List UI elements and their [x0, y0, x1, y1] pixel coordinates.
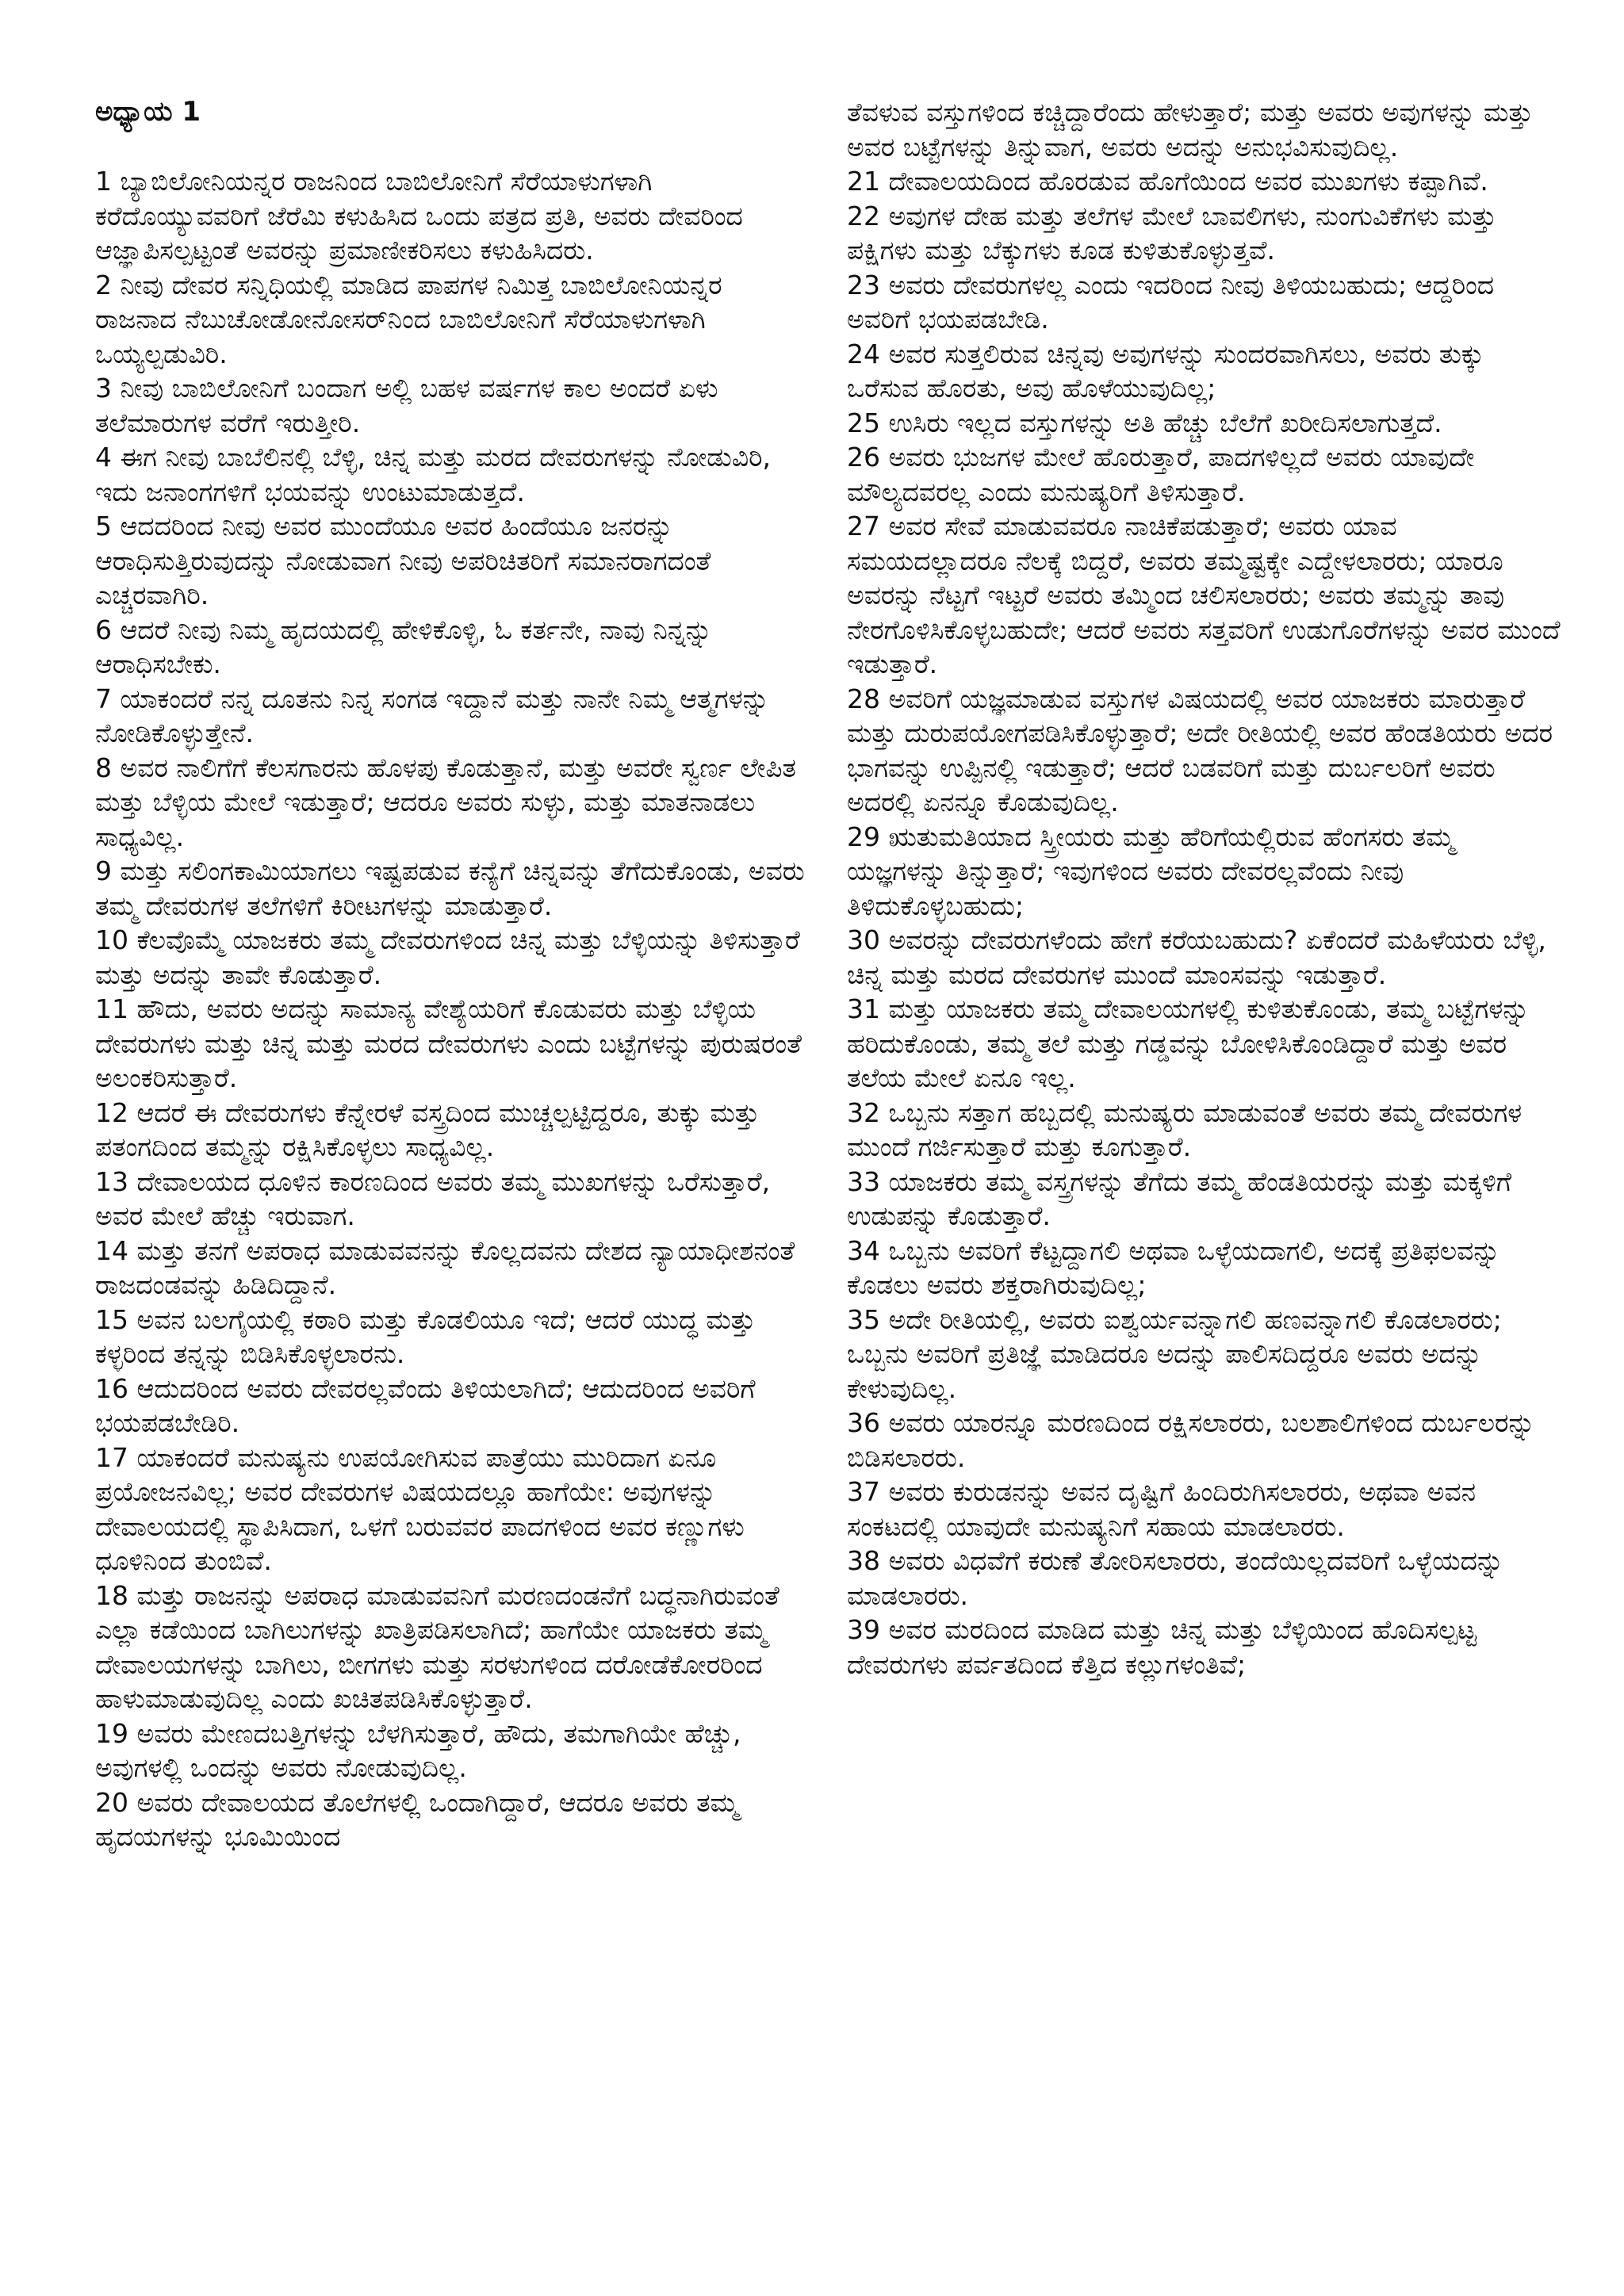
verse-paragraph: 15 ಅವನ ಬಲಗೈಯಲ್ಲಿ ಕಠಾರಿ ಮತ್ತು ಕೊಡಲಿಯೂ ಇದೆ; ಆದರೆ ಯುದ್ಧ ಮತ್ತು ಕಳ್ಳರಿಂದ ತನ್ನನ್ನು ಬಿಡಿಸಿಕೊಳ್ಳಲಾರನು.: [95, 1303, 756, 1369]
left-verse-list: [95, 164, 809, 1854]
verse-paragraph: 14 ಮತ್ತು ತನಗೆ ಅಪರಾಧ ಮಾಡುವವನನ್ನು ಕೊಲ್ಲದವನು ದೇಶದ ನ್ಯಾಯಾಧೀಶನಂತೆ ರಾಜದಂಡವನ್ನು ಹಿಡಿದಿದ್ದಾನೆ.: [95, 1234, 795, 1300]
verse-paragraph: 1 ಬ್ಯಾಬಿಲೋನಿಯನ್ನರ ರಾಜನಿಂದ ಬಾಬಿಲೋನಿಗೆ ಸೆರೆಯಾಳುಗಳಾಗಿ ಕರೆದೊಯ್ಯುವವರಿಗೆ ಜೆರೆಮಿ ಕಳುಹಿಸಿದ ಒಂದು ಪತ್ರದ ಪ್ರತಿ, ಅವರು ದೇವರಿಂದ ಆಜ್ಞಾಪಿಸಲ್ಪಟ್ಟಂತೆ ಅವರನ್ನು ಪ್ರಮಾಣೀಕರಿಸಲು ಕಳುಹಿಸಿದರು.: [95, 166, 743, 266]
verse-paragraph: 2 ನೀವು ದೇವರ ಸನ್ನಿಧಿಯಲ್ಲಿ ಮಾಡಿದ ಪಾಪಗಳ ನಿಮಿತ್ತ ಬಾಬಿಲೋನಿಯನ್ನರ ರಾಜನಾದ ನೆಬುಚೋಡೋನೋಸರ್‌ನಿಂದ ಬಾಬಿಲೋನಿಗೆ ಸೆರೆಯಾಳುಗಳಾಗಿ ಒಯ್ಯಲ್ಪಡುವಿರಿ.: [95, 269, 722, 369]
verse-paragraph: 30 ಅವರನ್ನು ದೇವರುಗಳೆಂದು ಹೇಗೆ ಕರೆಯಬಹುದು? ಏಕೆಂದರೆ ಮಹಿಳೆಯರು ಬೆಳ್ಳಿ, ಚಿನ್ನ ಮತ್ತು ಮರದ ದೇವರುಗಳ ಮುಂದೆ ಮಾಂಸವನ್ನು ಇಡುತ್ತಾರೆ.: [847, 924, 1546, 990]
verse-paragraph: 16 ಆದುದರಿಂದ ಅವರು ದೇವರಲ್ಲವೆಂದು ತಿಳಿಯಲಾಗಿದೆ; ಆದುದರಿಂದ ಅವರಿಗೆ ಭಯಪಡಬೇಡಿರಿ.: [95, 1372, 756, 1438]
verse-paragraph: 22 ಅವುಗಳ ದೇಹ ಮತ್ತು ತಲೆಗಳ ಮೇಲೆ ಬಾವಲಿಗಳು, ನುಂಗುವಿಕೆಗಳು ಮತ್ತು ಪಕ್ಷಿಗಳು ಮತ್ತು ಬೆಕ್ಕುಗಳು ಕೂಡ ಕುಳಿತುಕೊಳ್ಳುತ್ತವೆ.: [847, 200, 1497, 266]
verse-paragraph: 17 ಯಾಕಂದರೆ ಮನುಷ್ಯನು ಉಪಯೋಗಿಸುವ ಪಾತ್ರೆಯು ಮುರಿದಾಗ ಏನೂ ಪ್ರಯೋಜನವಿಲ್ಲ; ಅವರ ದೇವರುಗಳ ವಿಷಯದಲ್ಲೂ ಹಾಗೆಯೇ: ಅವುಗಳನ್ನು ದೇವಾಲಯದಲ್ಲಿ ಸ್ಥಾಪಿಸಿದಾಗ, ಒಳಗೆ ಬರುವವರ ಪಾದಗಳಿಂದ ಅವರ ಕಣ್ಣುಗಳು ಧೂಳಿನಿಂದ ತುಂಬಿವೆ.: [95, 1441, 745, 1576]
verse-paragraph: 27 ಅವರ ಸೇವೆ ಮಾಡುವವರೂ ನಾಚಿಕೆಪಡುತ್ತಾರೆ; ಅವರು ಯಾವ ಸಮಯದಲ್ಲಾದರೂ ನೆಲಕ್ಕೆ ಬಿದ್ದರೆ, ಅವರು ತಮ್ಮಷ್ಟಕ್ಕೇ ಎದ್ದೇಳಲಾರರು; ಯಾರೂ ಅವರನ್ನು ನೆಟ್ಟಗೆ ಇಟ್ಟರೆ ಅವರು ತಮ್ಮಿಂದ ಚಲಿಸಲಾರರು; ಅವರು ತಮ್ಮನ್ನು ತಾವು ನೇರಗೊಳಿಸಿಕೊಳ್ಳಬಹುದೇ; ಆದರೆ ಅವರು ಸತ್ತವರಿಗೆ ಉಡುಗೊರೆಗಳನ್ನು ಅವರ ಮುಂದೆ ಇಡುತ್ತಾರೆ.: [847, 511, 1561, 679]
verse-paragraph: 25 ಉಸಿರು ಇಲ್ಲದ ವಸ್ತುಗಳನ್ನು ಅತಿ ಹೆಚ್ಚು ಬೆಲೆಗೆ ಖರೀದಿಸಲಾಗುತ್ತದೆ.: [847, 407, 1442, 438]
verse-paragraph: ತೆವಳುವ ವಸ್ತುಗಳಿಂದ ಕಚ್ಚಿದ್ದಾರೆಂದು ಹೇಳುತ್ತಾರೆ; ಮತ್ತು ಅವರು ಅವುಗಳನ್ನು ಮತ್ತು ಅವರ ಬಟ್ಟೆಗಳನ್ನು ತಿನ್ನುವಾಗ, ಅವರು ಅದನ್ನು ಅನುಭವಿಸುವುದಿಲ್ಲ.: [847, 97, 1534, 163]
verse-paragraph: 36 ಅವರು ಯಾರನ್ನೂ ಮರಣದಿಂದ ರಕ್ಷಿಸಲಾರರು, ಬಲಶಾಲಿಗಳಿಂದ ದುರ್ಬಲರನ್ನು ಬಿಡಿಸಲಾರರು.: [847, 1407, 1535, 1473]
verse-paragraph: 20 ಅವರು ದೇವಾಲಯದ ತೊಲೆಗಳಲ್ಲಿ ಒಂದಾಗಿದ್ದಾರೆ, ಆದರೂ ಅವರು ತಮ್ಮ ಹೃದಯಗಳನ್ನು ಭೂಮಿಯಿಂದ: [95, 1786, 739, 1852]
verse-paragraph: 31 ಮತ್ತು ಯಾಜಕರು ತಮ್ಮ ದೇವಾಲಯಗಳಲ್ಲಿ ಕುಳಿತುಕೊಂಡು, ತಮ್ಮ ಬಟ್ಟೆಗಳನ್ನು ಹರಿದುಕೊಂಡು, ತಮ್ಮ ತಲೆ ಮತ್ತು ಗಡ್ಡವನ್ನು ಬೋಳಿಸಿಕೊಂಡಿದ್ದಾರೆ ಮತ್ತು ಅವರ ತಲೆಯ ಮೇಲೆ ಏನೂ ಇಲ್ಲ.: [847, 993, 1530, 1093]
verse-paragraph: 7 ಯಾಕಂದರೆ ನನ್ನ ದೂತನು ನಿನ್ನ ಸಂಗಡ ಇದ್ದಾನೆ ಮತ್ತು ನಾನೇ ನಿಮ್ಮ ಆತ್ಮಗಳನ್ನು ನೋಡಿಕೊಳ್ಳುತ್ತೇನೆ.: [95, 683, 769, 748]
chapter-title: ಅಧ್ಯಾಯ 1: [95, 96, 201, 128]
verse-paragraph: 29 ಋತುಮತಿಯಾದ ಸ್ತ್ರೀಯರು ಮತ್ತು ಹೆರಿಗೆಯಲ್ಲಿರುವ ಹೆಂಗಸರು ತಮ್ಮ ಯಜ್ಞಗಳನ್ನು ತಿನ್ನುತ್ತಾರೆ; ಇವುಗಳಿಂದ ಅವರು ದೇವರಲ್ಲವೆಂದು ನೀವು ತಿಳಿದುಕೊಳ್ಳಬಹುದು;: [847, 821, 1455, 921]
verse-paragraph: 21 ದೇವಾಲಯದಿಂದ ಹೊರಡುವ ಹೊಗೆಯಿಂದ ಅವರ ಮುಖಗಳು ಕಪ್ಪಾಗಿವೆ.: [847, 166, 1488, 197]
verse-paragraph: 38 ಅವರು ವಿಧವೆಗೆ ಕರುಣೆ ತೋರಿಸಲಾರರು, ತಂದೆಯಿಲ್ಲದವರಿಗೆ ಒಳ್ಳೆಯದನ್ನು ಮಾಡಲಾರರು.: [847, 1545, 1504, 1611]
verse-paragraph: 4 ಈಗ ನೀವು ಬಾಬೆಲಿನಲ್ಲಿ ಬೆಳ್ಳಿ, ಚಿನ್ನ ಮತ್ತು ಮರದ ದೇವರುಗಳನ್ನು ನೋಡುವಿರಿ, ಇದು ಜನಾಂಗಗಳಿಗೆ ಭಯವನ್ನು ಉಂಟುಮಾಡುತ್ತದೆ.: [95, 442, 772, 507]
verse-paragraph: 32 ಒಬ್ಬನು ಸತ್ತಾಗ ಹಬ್ಬದಲ್ಲಿ ಮನುಷ್ಯರು ಮಾಡುವಂತೆ ಅವರು ತಮ್ಮ ದೇವರುಗಳ ಮುಂದೆ ಗರ್ಜಿಸುತ್ತಾರೆ ಮತ್ತು ಕೂಗುತ್ತಾರೆ.: [847, 1096, 1522, 1162]
right-column: [847, 95, 1561, 1682]
verse-paragraph: 3 ನೀವು ಬಾಬಿಲೋನಿಗೆ ಬಂದಾಗ ಅಲ್ಲಿ ಬಹಳ ವರ್ಷಗಳ ಕಾಲ ಅಂದರೆ ಏಳು ತಲೆಮಾರುಗಳ ವರೆಗೆ ಇರುತ್ತೀರಿ.: [95, 373, 718, 438]
verse-paragraph: 12 ಆದರೆ ಈ ದೇವರುಗಳು ಕೆನ್ನೇರಳೆ ವಸ್ತ್ರದಿಂದ ಮುಚ್ಚಲ್ಪಟ್ಟಿದ್ದರೂ, ತುಕ್ಕು ಮತ್ತು ಪತಂಗದಿಂದ ತಮ್ಮನ್ನು ರಕ್ಷಿಸಿಕೊಳ್ಳಲು ಸಾಧ್ಯವಿಲ್ಲ.: [95, 1096, 760, 1162]
verse-paragraph: 33 ಯಾಜಕರು ತಮ್ಮ ವಸ್ತ್ರಗಳನ್ನು ತೆಗೆದು ತಮ್ಮ ಹೆಂಡತಿಯರನ್ನು ಮತ್ತು ಮಕ್ಕಳಿಗೆ ಉಡುಪನ್ನು ಕೊಡುತ್ತಾರೆ.: [847, 1165, 1512, 1231]
verse-paragraph: 19 ಅವರು ಮೇಣದಬತ್ತಿಗಳನ್ನು ಬೆಳಗಿಸುತ್ತಾರೆ, ಹೌದು, ತಮಗಾಗಿಯೇ ಹೆಚ್ಚು, ಅವುಗಳಲ್ಲಿ ಒಂದನ್ನು ಅವರು ನೋಡುವುದಿಲ್ಲ.: [95, 1717, 741, 1783]
verse-paragraph: 24 ಅವರ ಸುತ್ತಲಿರುವ ಚಿನ್ನವು ಅವುಗಳನ್ನು ಸುಂದರವಾಗಿಸಲು, ಅವರು ತುಕ್ಕು ಒರೆಸುವ ಹೊರತು, ಅವು ಹೊಳೆಯುವುದಿಲ್ಲ;: [847, 338, 1484, 404]
verse-paragraph: 37 ಅವರು ಕುರುಡನನ್ನು ಅವನ ದೃಷ್ಟಿಗೆ ಹಿಂದಿರುಗಿಸಲಾರರು, ಅಥವಾ ಅವನ ಸಂಕಟದಲ್ಲಿ ಯಾವುದೇ ಮನುಷ್ಯನಿಗೆ ಸಹಾಯ ಮಾಡಲಾರರು.: [847, 1476, 1477, 1542]
verse-paragraph: 11 ಹೌದು, ಅವರು ಅದನ್ನು ಸಾಮಾನ್ಯ ವೇಶ್ಯೆಯರಿಗೆ ಕೊಡುವರು ಮತ್ತು ಬೆಳ್ಳಿಯ ದೇವರುಗಳು ಮತ್ತು ಚಿನ್ನ ಮತ್ತು ಮರದ ದೇವರುಗಳು ಎಂದು ಬಟ್ಟೆಗಳನ್ನು ಪುರುಷರಂತೆ ಅಲಂಕರಿಸುತ್ತಾರೆ.: [95, 993, 802, 1093]
verse-paragraph: 9 ಮತ್ತು ಸಲಿಂಗಕಾಮಿಯಾಗಲು ಇಷ್ಟಪಡುವ ಕನ್ಯೆಗೆ ಚಿನ್ನವನ್ನು ತೆಗೆದುಕೊಂಡು, ಅವರು ತಮ್ಮ ದೇವರುಗಳ ತಲೆಗಳಿಗೆ ಕಿರೀಟಗಳನ್ನು ಮಾಡುತ್ತಾರೆ.: [95, 855, 805, 921]
verse-paragraph: 13 ದೇವಾಲಯದ ಧೂಳಿನ ಕಾರಣದಿಂದ ಅವರು ತಮ್ಮ ಮುಖಗಳನ್ನು ಒರೆಸುತ್ತಾರೆ, ಅವರ ಮೇಲೆ ಹೆಚ್ಚು ಇರುವಾಗ.: [95, 1165, 771, 1231]
verse-paragraph: 8 ಅವರ ನಾಲಿಗೆಗೆ ಕೆಲಸಗಾರನು ಹೊಳಪು ಕೊಡುತ್ತಾನೆ, ಮತ್ತು ಅವರೇ ಸ್ವರ್ಣ ಲೇಪಿತ ಮತ್ತು ಬೆಳ್ಳಿಯ ಮೇಲೆ ಇಡುತ್ತಾರೆ; ಆದರೂ ಅವರು ಸುಳ್ಳು, ಮತ್ತು ಮಾತನಾಡಲು ಸಾಧ್ಯವಿಲ್ಲ.: [95, 752, 797, 852]
verse-paragraph: 26 ಅವರು ಭುಜಗಳ ಮೇಲೆ ಹೊರುತ್ತಾರೆ, ಪಾದಗಳಿಲ್ಲದೆ ಅವರು ಯಾವುದೇ ಮೌಲ್ಯದವರಲ್ಲ ಎಂದು ಮನುಷ್ಯರಿಗೆ ತಿಳಿಸುತ್ತಾರೆ.: [847, 442, 1475, 507]
verse-paragraph: 39 ಅವರ ಮರದಿಂದ ಮಾಡಿದ ಮತ್ತು ಚಿನ್ನ ಮತ್ತು ಬೆಳ್ಳಿಯಿಂದ ಹೊದಿಸಲ್ಪಟ್ಟ ದೇವರುಗಳು ಪರ್ವತದಿಂದ ಕೆತ್ತಿದ ಕಲ್ಲುಗಳಂತಿವೆ;: [847, 1614, 1477, 1680]
verse-paragraph: 34 ಒಬ್ಬನು ಅವರಿಗೆ ಕೆಟ್ಟದ್ದಾಗಲಿ ಅಥವಾ ಒಳ್ಳೆಯದಾಗಲಿ, ಅದಕ್ಕೆ ಪ್ರತಿಫಲವನ್ನು ಕೊಡಲು ಅವರು ಶಕ್ತರಾಗಿರುವುದಿಲ್ಲ;: [847, 1234, 1500, 1300]
verse-paragraph: 10 ಕೆಲವೊಮ್ಮೆ ಯಾಜಕರು ತಮ್ಮ ದೇವರುಗಳಿಂದ ಚಿನ್ನ ಮತ್ತು ಬೆಳ್ಳಿಯನ್ನು ತಿಳಿಸುತ್ತಾರೆ ಮತ್ತು ಅದನ್ನು ತಾವೇ ಕೊಡುತ್ತಾರೆ.: [95, 924, 800, 990]
verse-paragraph: 35 ಅದೇ ರೀತಿಯಲ್ಲಿ, ಅವರು ಐಶ್ವರ್ಯವನ್ನಾಗಲಿ ಹಣವನ್ನಾಗಲಿ ಕೊಡಲಾರರು; ಒಬ್ಬನು ಅವರಿಗೆ ಪ್ರತಿಜ್ಞೆ ಮಾಡಿದರೂ ಅದನ್ನು ಪಾಲಿಸದಿದ್ದರೂ ಅವರು ಅದನ್ನು ಕೇಳುವುದಿಲ್ಲ.: [847, 1303, 1502, 1404]
right-verse-list: [847, 95, 1561, 1682]
left-column: [95, 95, 809, 1854]
verse-paragraph: 5 ಆದದರಿಂದ ನೀವು ಅವರ ಮುಂದೆಯೂ ಅವರ ಹಿಂದೆಯೂ ಜನರನ್ನು ಆರಾಧಿಸುತ್ತಿರುವುದನ್ನು ನೋಡುವಾಗ ನೀವು ಅಪರಿಚಿತರಿಗೆ ಸಮಾನರಾಗದಂತೆ ಎಚ್ಚರವಾಗಿರಿ.: [95, 511, 711, 610]
verse-paragraph: 6 ಆದರೆ ನೀವು ನಿಮ್ಮ ಹೃದಯದಲ್ಲಿ ಹೇಳಿಕೊಳ್ಳಿ, ಓ ಕರ್ತನೇ, ನಾವು ನಿನ್ನನ್ನು ಆರಾಧಿಸಬೇಕು.: [95, 614, 712, 679]
verse-paragraph: 28 ಅವರಿಗೆ ಯಜ್ಞಮಾಡುವ ವಸ್ತುಗಳ ವಿಷಯದಲ್ಲಿ ಅವರ ಯಾಜಕರು ಮಾರುತ್ತಾರೆ ಮತ್ತು ದುರುಪಯೋಗಪಡಿಸಿಕೊಳ್ಳುತ್ತಾರೆ; ಅದೇ ರೀತಿಯಲ್ಲಿ ಅವರ ಹೆಂಡತಿಯರು ಅದರ ಭಾಗವನ್ನು ಉಪ್ಪಿನಲ್ಲಿ ಇಡುತ್ತಾರೆ; ಆದರೆ ಬಡವರಿಗೆ ಮತ್ತು ದುರ್ಬಲರಿಗೆ ಅವರು ಅದರಲ್ಲಿ ಏನನ್ನೂ ಕೊಡುವುದಿಲ್ಲ.: [847, 683, 1553, 817]
verse-paragraph: 23 ಅವರು ದೇವರುಗಳಲ್ಲ ಎಂದು ಇದರಿಂದ ನೀವು ತಿಳಿಯಬಹುದು; ಆದ್ದರಿಂದ ಅವರಿಗೆ ಭಯಪಡಬೇಡಿ.: [847, 269, 1495, 335]
verse-paragraph: 18 ಮತ್ತು ರಾಜನನ್ನು ಅಪರಾಧ ಮಾಡುವವನಿಗೆ ಮರಣದಂಡನೆಗೆ ಬದ್ಧನಾಗಿರುವಂತೆ ಎಲ್ಲಾ ಕಡೆಯಿಂದ ಬಾಗಿಲುಗಳನ್ನು ಖಾತ್ರಿಪಡಿಸಲಾಗಿದೆ; ಹಾಗೆಯೇ ಯಾಜಕರು ತಮ್ಮ ದೇವಾಲಯಗಳನ್ನು ಬಾಗಿಲು, ಬೀಗಗಳು ಮತ್ತು ಸರಳುಗಳಿಂದ ದರೋಡೆಕೋರರಿಂದ ಹಾಳುಮಾಡುವುದಿಲ್ಲ ಎಂದು ಖಚಿತಪಡಿಸಿಕೊಳ್ಳುತ್ತಾರೆ.: [95, 1579, 779, 1714]
